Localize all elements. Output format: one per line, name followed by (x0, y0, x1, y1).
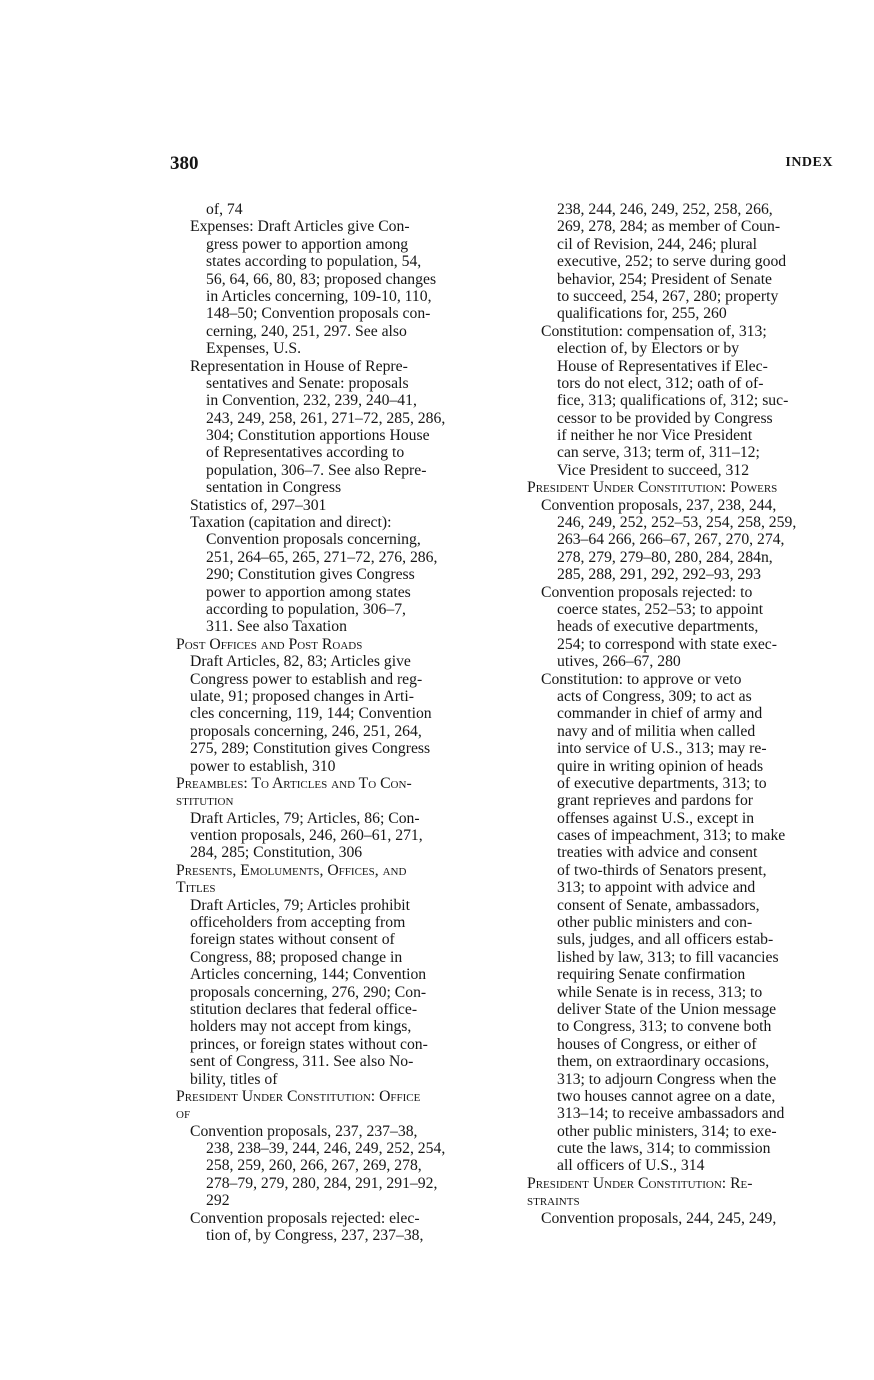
index-entry-line: of two-thirds of Senators present, (557, 861, 767, 879)
index-entry-line: House of Representatives if Elec- (557, 357, 768, 375)
index-entry-line: cases of impeachment, 313; to make (557, 827, 786, 845)
index-entry-line: ulate, 91; proposed changes in Arti- (190, 687, 414, 705)
index-entry-line: Articles concerning, 144; Convention (190, 966, 427, 984)
index-entry-line: states according to population, 54, (206, 253, 422, 271)
index-entry-line: into service of U.S., 313; may re- (557, 740, 767, 758)
index-entry-line: 290; Constitution gives Congress (206, 566, 415, 584)
index-entry-line: houses of Congress, or either of (557, 1035, 757, 1053)
index-entry-line: according to population, 306–7, (206, 600, 406, 618)
index-entry-line: requiring Senate confirmation (557, 966, 746, 984)
index-entry-line: treaties with advice and consent (557, 844, 758, 862)
index-entry-line: vention proposals, 246, 260–61, 271, (190, 827, 423, 845)
index-entry-line: foreign states without consent of (190, 931, 395, 949)
index-entry-line: if neither he nor Vice President (557, 427, 753, 445)
index-entry-line: 285, 288, 291, 292, 292–93, 293 (557, 566, 761, 584)
index-entry-line: quire in writing opinion of heads (557, 757, 764, 775)
index-entry-line: 269, 278, 284; as member of Coun- (557, 218, 781, 236)
index-entry-line: 304; Constitution apportions House (206, 427, 430, 445)
index-entry-line: Congress power to establish and reg- (190, 670, 423, 688)
index-entry-line: Constitution: to approve or veto (541, 670, 742, 688)
index-entry-line: 148–50; Convention proposals con- (206, 305, 431, 323)
index-entry-line: Draft Articles, 79; Articles prohibit (190, 896, 411, 914)
index-entry-line: while Senate is in recess, 313; to (557, 983, 763, 1001)
index-entry-line: utives, 266–67, 280 (557, 653, 681, 671)
index-heading-line: Post Offices and Post Roads (176, 635, 363, 653)
index-entry-line: sentatives and Senate: proposals (206, 374, 409, 392)
index-entry-line: of Representatives according to (206, 444, 405, 462)
index-entry-line: behavior, 254; President of Senate (557, 270, 773, 288)
index-entry-line: cute the laws, 314; to commission (557, 1140, 771, 1158)
index-column-left (176, 201, 482, 1244)
index-entry-line: cles concerning, 119, 144; Convention (190, 705, 432, 723)
index-entry-line: offenses against U.S., except in (557, 809, 755, 827)
index-entry-line: 313; to adjourn Congress when the (557, 1070, 777, 1088)
page-header (170, 153, 833, 177)
index-heading-line: straints (527, 1192, 580, 1210)
index-entry-line: grant reprieves and pardons for (557, 792, 754, 810)
index-entry-line: tion of, by Congress, 237, 237–38, (206, 1227, 424, 1245)
index-entry-line: tors do not elect, 312; oath of of- (557, 374, 764, 392)
index-entry-line: all officers of U.S., 314 (557, 1157, 705, 1175)
index-heading-line: President Under Constitution: Re- (527, 1174, 753, 1192)
index-entry-line: Convention proposals rejected: to (541, 583, 753, 601)
index-entry-line: cerning, 240, 251, 297. See also (206, 322, 407, 340)
index-column-right (527, 201, 833, 1227)
index-entry-line: Convention proposals rejected: elec- (190, 1209, 420, 1227)
index-entry-line: 56, 64, 66, 80, 83; proposed changes (206, 270, 437, 288)
index-entry-line: navy and of militia when called (557, 722, 756, 740)
index-entry-line: 278–79, 279, 280, 284, 291, 291–92, (206, 1174, 438, 1192)
index-heading-line: President Under Constitution: Office (176, 1087, 421, 1105)
index-entry-line: Expenses, U.S. (206, 340, 301, 358)
index-entry-line: 258, 259, 260, 266, 267, 269, 278, (206, 1157, 422, 1175)
index-entry-line: 263–64 266, 266–67, 267, 270, 274, (557, 531, 785, 549)
index-entry-line: Expenses: Draft Articles give Con- (190, 218, 410, 236)
index-entry-line: Congress, 88; proposed change in (190, 948, 403, 966)
index-entry-line: Representation in House of Repre- (190, 357, 408, 375)
index-entry-line: officeholders from accepting from (190, 914, 406, 932)
index-entry-line: cil of Revision, 244, 246; plural (557, 235, 757, 253)
index-entry-line: 254; to correspond with state exec- (557, 635, 777, 653)
index-entry-line: lished by law, 313; to fill vacancies (557, 948, 779, 966)
index-entry-line: can serve, 313; term of, 311–12; (557, 444, 760, 462)
page-number: 380 (170, 153, 199, 174)
index-entry-line: 292 (206, 1192, 230, 1210)
index-entry-line: Statistics of, 297–301 (190, 496, 327, 514)
index-entry-line: suls, judges, and all officers estab- (557, 931, 774, 949)
index-entry-line: them, on extraordinary occasions, (557, 1053, 770, 1071)
index-entry-line: 275, 289; Constitution gives Congress (190, 740, 431, 758)
index-entry-line: holders may not accept from kings, (190, 1018, 412, 1036)
index-entry-line: qualifications for, 255, 260 (557, 305, 727, 323)
index-entry-line: two houses cannot agree on a date, (557, 1087, 776, 1105)
index-heading-line: stitution (176, 792, 234, 810)
index-entry-line: 311. See also Taxation (206, 618, 347, 636)
index-entry-line: Draft Articles, 82, 83; Articles give (190, 653, 411, 671)
index-entry-line: stitution declares that federal office- (190, 1000, 418, 1018)
index-entry-line: sent of Congress, 311. See also No- (190, 1053, 414, 1071)
index-entry-line: 238, 244, 246, 249, 252, 258, 266, (557, 201, 773, 218)
index-entry-line: commander in chief of army and (557, 705, 763, 723)
index-entry-line: Convention proposals concerning, (206, 531, 421, 549)
index-entry-line: other public ministers and con- (557, 914, 753, 932)
index-entry-line: other public ministers, 314; to exe- (557, 1122, 777, 1140)
index-entry-line: 284, 285; Constitution, 306 (190, 844, 363, 862)
index-entry-line: Constitution: compensation of, 313; (541, 322, 767, 340)
index-entry-line: 246, 249, 252, 252–53, 254, 258, 259, (557, 514, 797, 532)
index-entry-line: power to establish, 310 (190, 757, 336, 775)
index-entry-line: executive, 252; to serve during good (557, 253, 787, 271)
index-entry-line: heads of executive departments, (557, 618, 759, 636)
index-heading-line: President Under Constitution: Powers (527, 479, 778, 497)
index-entry-line: proposals concerning, 276, 290; Con- (190, 983, 427, 1001)
index-entry-line: Convention proposals, 244, 245, 249, (541, 1209, 777, 1227)
index-entry-line: Taxation (capitation and direct): (190, 514, 392, 532)
index-entry-line: Vice President to succeed, 312 (557, 461, 750, 479)
index-heading-line: Preambles: To Articles and To Con- (176, 774, 412, 792)
index-entry-line: to succeed, 254, 267, 280; property (557, 287, 779, 305)
index-entry-line: gress power to apportion among (206, 235, 409, 253)
index-entry-line: Convention proposals, 237, 238, 244, (541, 496, 777, 514)
index-entry-line: fice, 313; qualifications of, 312; suc- (557, 392, 789, 410)
index-heading-line: Presents, Emoluments, Offices, and (176, 861, 407, 879)
index-entry-line: to Congress, 313; to convene both (557, 1018, 772, 1036)
index-entry-line: 313–14; to receive ambassadors and (557, 1105, 785, 1123)
index-entry-line: Draft Articles, 79; Articles, 86; Con- (190, 809, 420, 827)
index-entry-line: coerce states, 252–53; to appoint (557, 600, 764, 618)
index-entry-line: of executive departments, 313; to (557, 774, 767, 792)
index-entry-line: princes, or foreign states without con- (190, 1035, 428, 1053)
index-entry-line: 251, 264–65, 265, 271–72, 276, 286, (206, 548, 438, 566)
index-entry-line: election of, by Electors or by (557, 340, 740, 358)
index-entry-line: consent of Senate, ambassadors, (557, 896, 760, 914)
index-entry-line: bility, titles of (190, 1070, 278, 1088)
index-entry-line: 243, 249, 258, 261, 271–72, 285, 286, (206, 409, 446, 427)
index-entry-line: cessor to be provided by Congress (557, 409, 773, 427)
index-entry-line: deliver State of the Union message (557, 1000, 777, 1018)
index-heading-line: Titles (176, 879, 216, 897)
index-entry-line: of, 74 (206, 201, 243, 218)
index-entry-line: power to apportion among states (206, 583, 411, 601)
index-entry-line: 238, 238–39, 244, 246, 249, 252, 254, (206, 1140, 446, 1158)
index-entry-line: in Convention, 232, 239, 240–41, (206, 392, 417, 410)
index-entry-line: in Articles concerning, 109-10, 110, (206, 287, 432, 305)
index-entry-line: acts of Congress, 309; to act as (557, 687, 752, 705)
index-entry-line: 278, 279, 279–80, 280, 284, 284n, (557, 548, 773, 566)
index-heading-line: of (176, 1105, 191, 1123)
running-head: INDEX (785, 155, 833, 170)
index-entry-line: population, 306–7. See also Repre- (206, 461, 427, 479)
index-entry-line: sentation in Congress (206, 479, 342, 497)
index-entry-line: 313; to appoint with advice and (557, 879, 756, 897)
index-entry-line: proposals concerning, 246, 251, 264, (190, 722, 422, 740)
index-entry-line: Convention proposals, 237, 237–38, (190, 1122, 418, 1140)
